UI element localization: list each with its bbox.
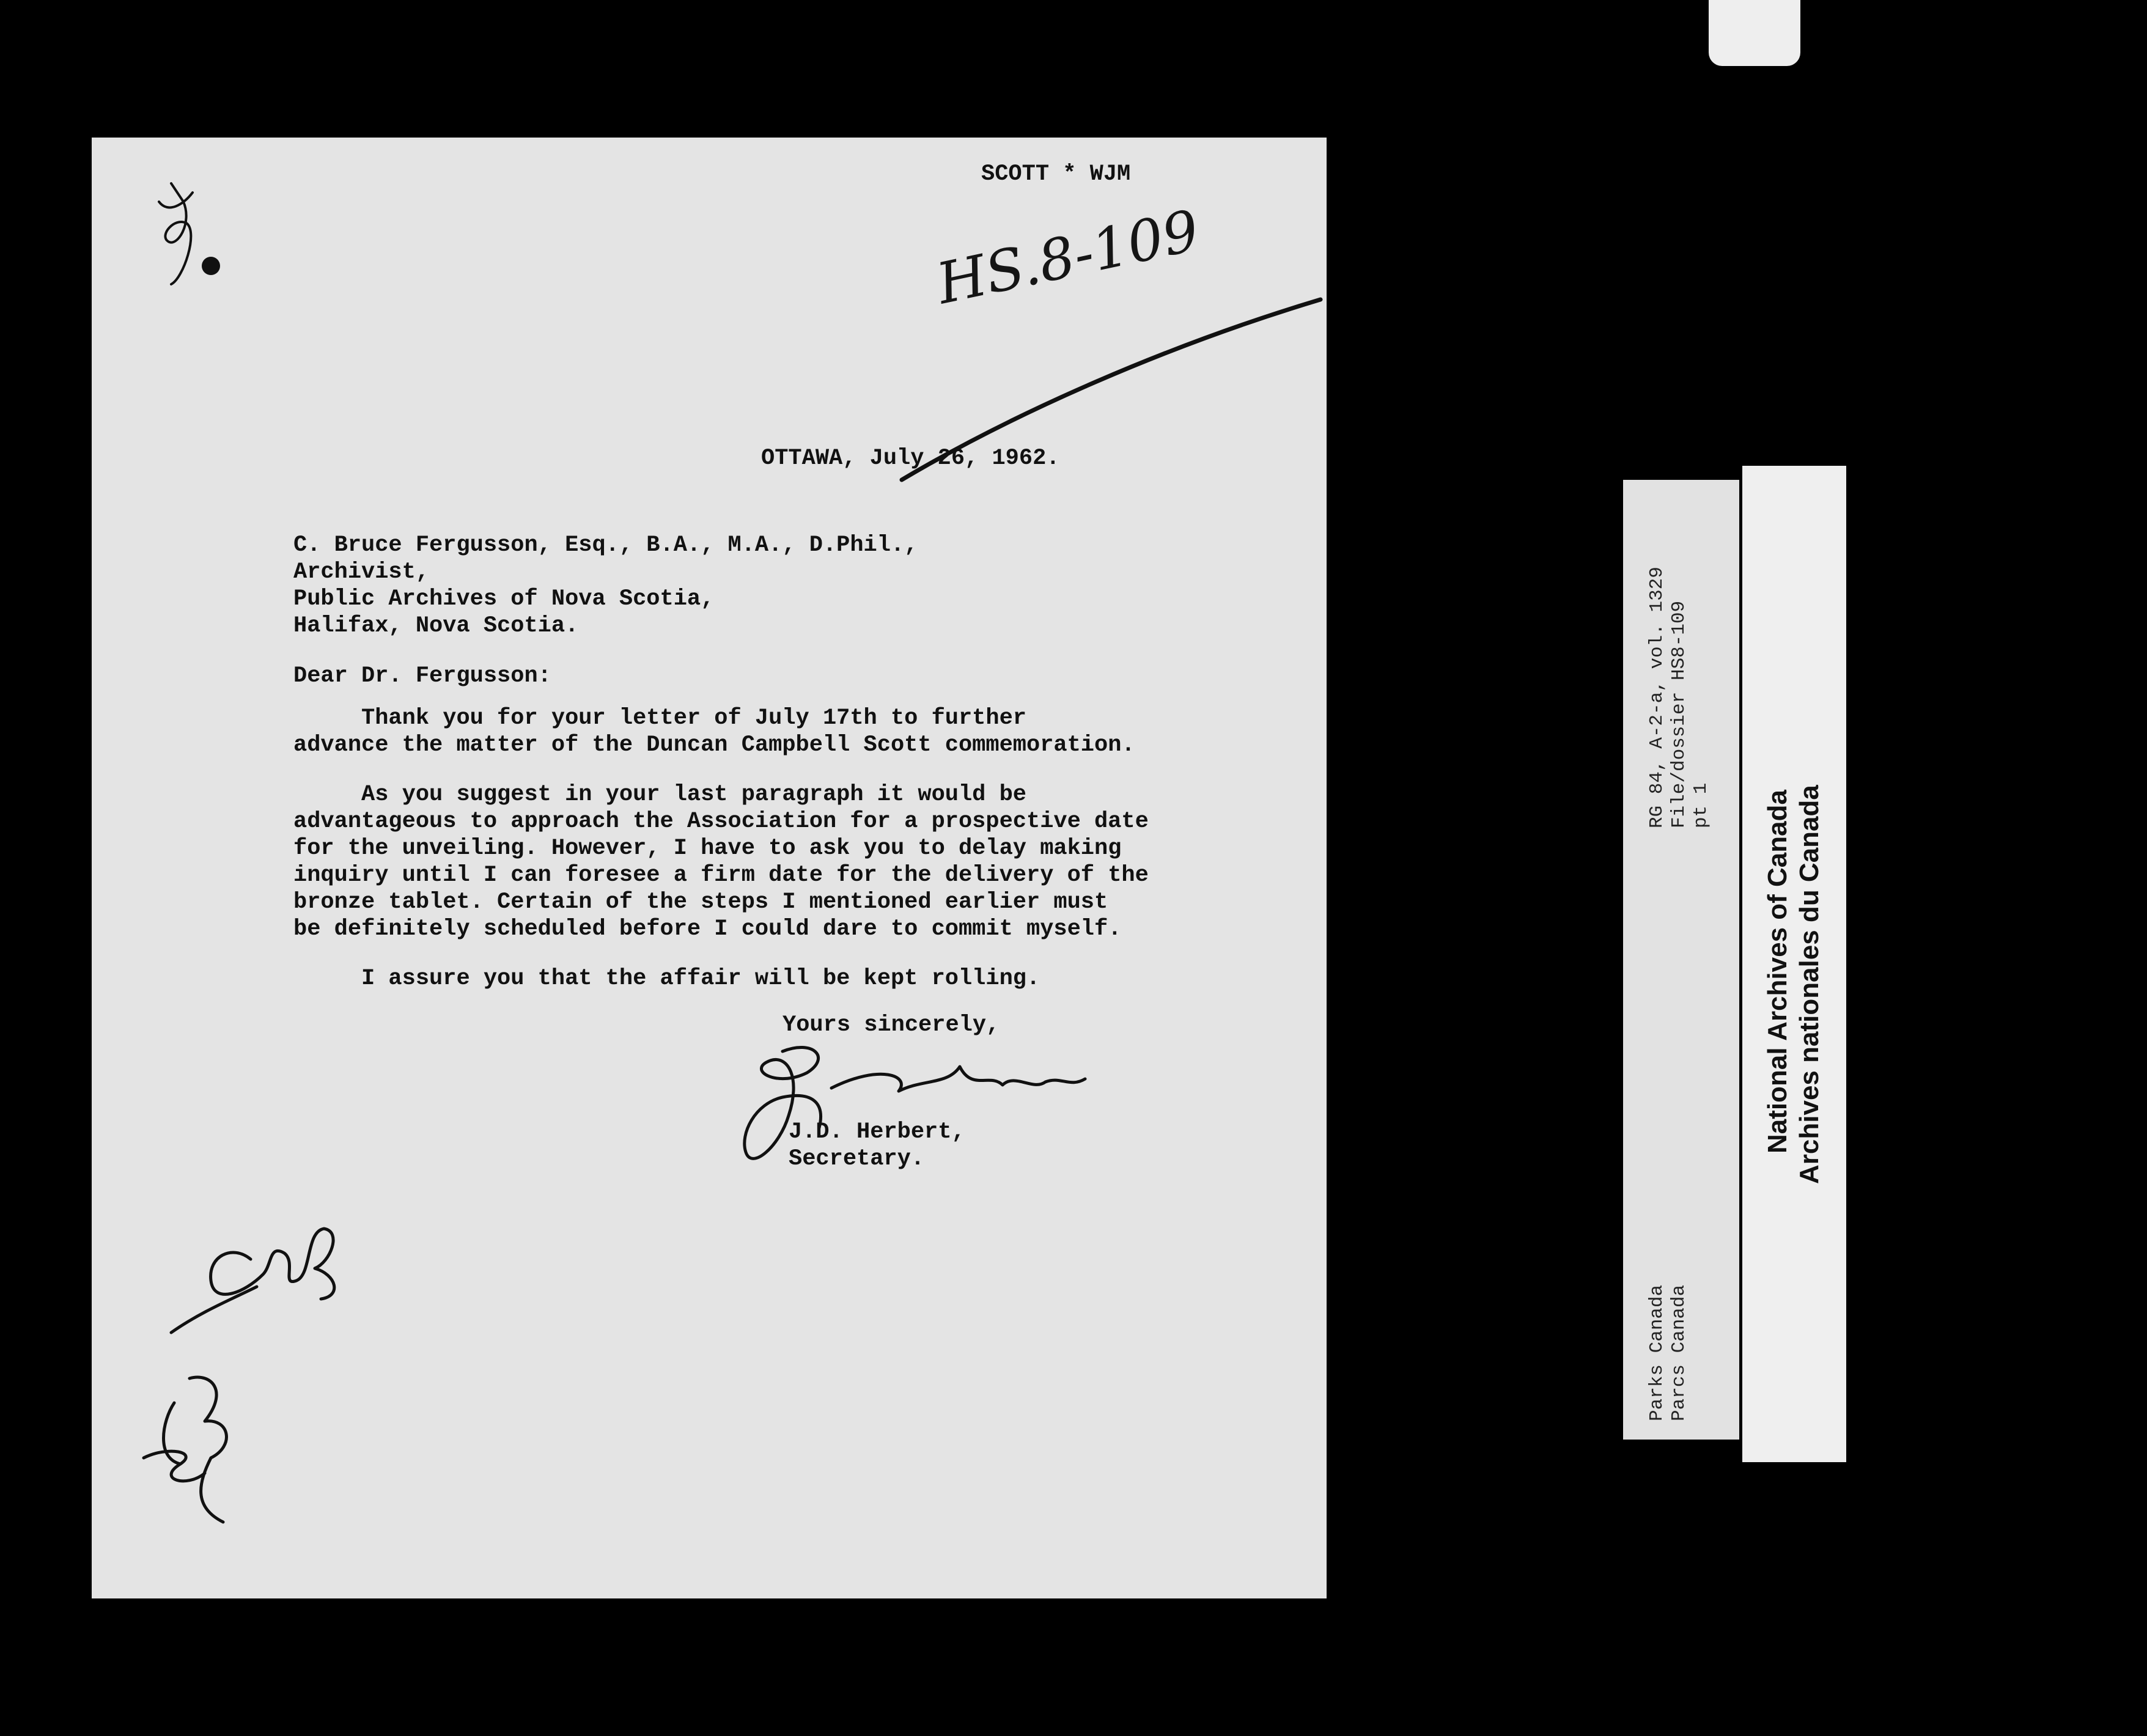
archive-reference-label — [1623, 480, 1739, 1440]
reference-line: RG 84, A-2-a, vol. 1329 — [1646, 567, 1668, 828]
body-line: As you suggest in your last paragraph it would be — [293, 782, 1026, 807]
body-line: Thank you for your letter of July 17th to further — [293, 705, 1026, 731]
handwritten-corner-mark — [150, 180, 223, 303]
address-line: Public Archives of Nova Scotia, — [293, 586, 715, 612]
handwritten-file-number: HS.8-109 — [931, 197, 1205, 317]
date-line: OTTAWA, July 26, 1962. — [761, 446, 1060, 471]
body-line: I assure you that the affair will be kept rolling. — [293, 966, 1040, 991]
institution-line-fr: Archives nationales du Canada — [1794, 785, 1824, 1184]
handwritten-initials — [165, 1207, 348, 1342]
reference-line: File/dossier HS8-109 — [1668, 600, 1690, 828]
address-line: C. Bruce Fergusson, Esq., B.A., M.A., D.Phil., — [293, 532, 918, 558]
body-line: advance the matter of the Duncan Campbell Scott commemoration. — [293, 732, 1135, 758]
body-line: be definitely scheduled before I could dare to commit myself. — [293, 916, 1122, 942]
archive-institution-label — [1742, 466, 1846, 1462]
signer-name: J.D. Herbert, — [789, 1119, 965, 1145]
signer-title: Secretary. — [789, 1146, 925, 1172]
body-line: bronze tablet. Certain of the steps I mentioned earlier must — [293, 889, 1108, 915]
body-line: for the unveiling. However, I have to ask you to delay making — [293, 836, 1122, 861]
scanner-tab — [1709, 0, 1800, 66]
body-line: inquiry until I can foresee a firm date for the delivery of the — [293, 862, 1149, 888]
reference-line: pt 1 — [1690, 782, 1712, 828]
file-reference: SCOTT * WJM — [981, 161, 1131, 187]
address-line: Archivist, — [293, 559, 430, 585]
handwritten-initials — [131, 1366, 241, 1531]
body-line: advantageous to approach the Association for a prospective date — [293, 809, 1149, 834]
agency-line: Parks Canada — [1646, 1284, 1668, 1421]
closing: Yours sincerely, — [783, 1012, 1000, 1038]
salutation: Dear Dr. Fergusson: — [293, 663, 551, 689]
letter-page — [92, 138, 1327, 1598]
address-line: Halifax, Nova Scotia. — [293, 613, 579, 639]
institution-line-en: National Archives of Canada — [1762, 790, 1792, 1153]
agency-line: Parcs Canada — [1668, 1284, 1690, 1421]
